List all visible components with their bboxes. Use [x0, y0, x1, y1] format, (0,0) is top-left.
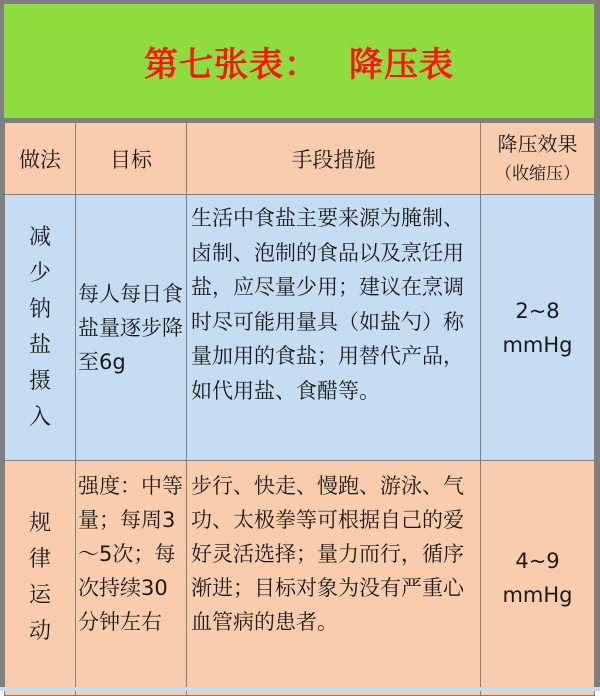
header-effect-line1: 降压效果	[497, 131, 578, 156]
row-means: 步行、快走、慢跑、游泳、气功、太极拳等可根据自己的爱好灵活选择；量力而行，循序渐进；目标对象为没有严重心血管病的患者。	[187, 461, 481, 696]
row-effect-unit: mmHg	[502, 332, 573, 357]
table-row	[5, 461, 595, 696]
header-effect-line2: （收缩压）	[495, 163, 580, 184]
header-means: 手段措施	[187, 123, 481, 195]
row-effect-unit: mmHg	[502, 583, 573, 607]
row-method-text: 减少钠盐摄入	[28, 224, 51, 430]
page-title	[4, 4, 594, 118]
row-effect-value: 2~8	[515, 298, 560, 323]
row-effect	[481, 195, 595, 461]
table-header-row	[5, 123, 595, 195]
row-method	[5, 195, 76, 461]
row-effect-value: 4~9	[515, 549, 560, 573]
row-method	[5, 461, 76, 696]
title-part2: 降压表	[349, 44, 454, 85]
row-goal: 每人每日食盐量逐步降至6g	[76, 195, 187, 461]
row-method-text: 规律运动	[28, 511, 51, 644]
row-goal: 强度：中等量；每周3～5次；每次持续30分钟左右	[76, 461, 187, 696]
next-row-edge	[0, 687, 600, 691]
bp-table	[4, 122, 595, 696]
title-part1: 第七张表：	[144, 44, 319, 85]
header-method: 做法	[5, 123, 76, 195]
header-effect	[481, 123, 595, 195]
table-row	[5, 195, 595, 461]
row-means: 生活中食盐主要来源为腌制、卤制、泡制的食品以及烹饪用盐，应尽量少用；建议在烹调时尽可能用量具（如盐勺）称量加用的食盐；用替代产品，如代用盐、食醋等。	[187, 195, 481, 461]
header-goal: 目标	[76, 123, 187, 195]
row-effect	[481, 461, 595, 696]
